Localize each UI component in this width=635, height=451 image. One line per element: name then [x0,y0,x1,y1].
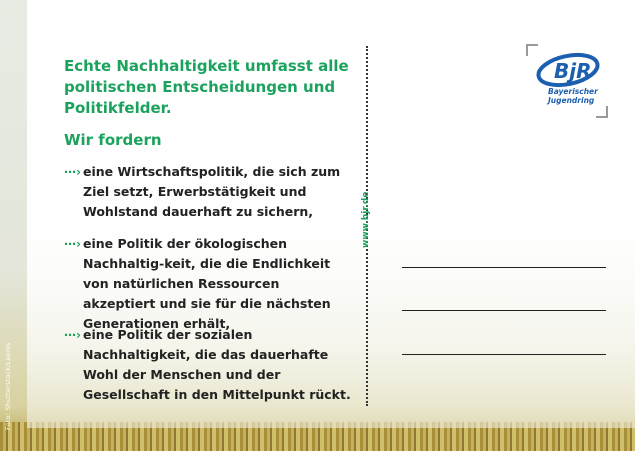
address-line [402,310,606,311]
headline: Echte Nachhaltigkeit umfasst alle politischen Entscheidungen und Politikfelder. [64,57,349,117]
demand-text: eine Politik der ökologischen Nachhaltig-keit, die die Endlichkeit von natürlichen Ressourcen akzeptiert und sie für die nächsten Generationen erhält, [83,236,331,331]
demands-title: Wir fordern [64,131,162,149]
address-line [402,267,606,268]
logo-line-1: Bayerischer [548,87,598,96]
demand-item [64,234,354,334]
photo-credit: Foto: Shutterstock/Leonis [4,342,12,430]
demand-text: eine Politik der sozialen Nachhaltigkeit, die das dauerhafte Wohl der Menschen und der Gesellschaft in den Mittelpunkt rückt. [83,327,351,402]
arrow-right-icon: ⋯› [64,328,81,342]
demand-item [64,325,354,405]
address-line [402,354,606,355]
demand-text: eine Wirtschaftspolitik, die sich zum Ziel setzt, Erwerbstätigkeit und Wohlstand dauerhaft zu sichern, [83,164,341,219]
arrow-right-icon: ⋯› [64,237,81,251]
bjr-logo [526,44,606,124]
logo-mark: BjR [554,59,592,83]
arrow-right-icon: ⋯› [64,165,81,179]
website-link[interactable]: www.bjr.de [361,191,371,248]
logo-line-2: Jugendring [548,96,595,105]
demand-item [64,162,354,222]
